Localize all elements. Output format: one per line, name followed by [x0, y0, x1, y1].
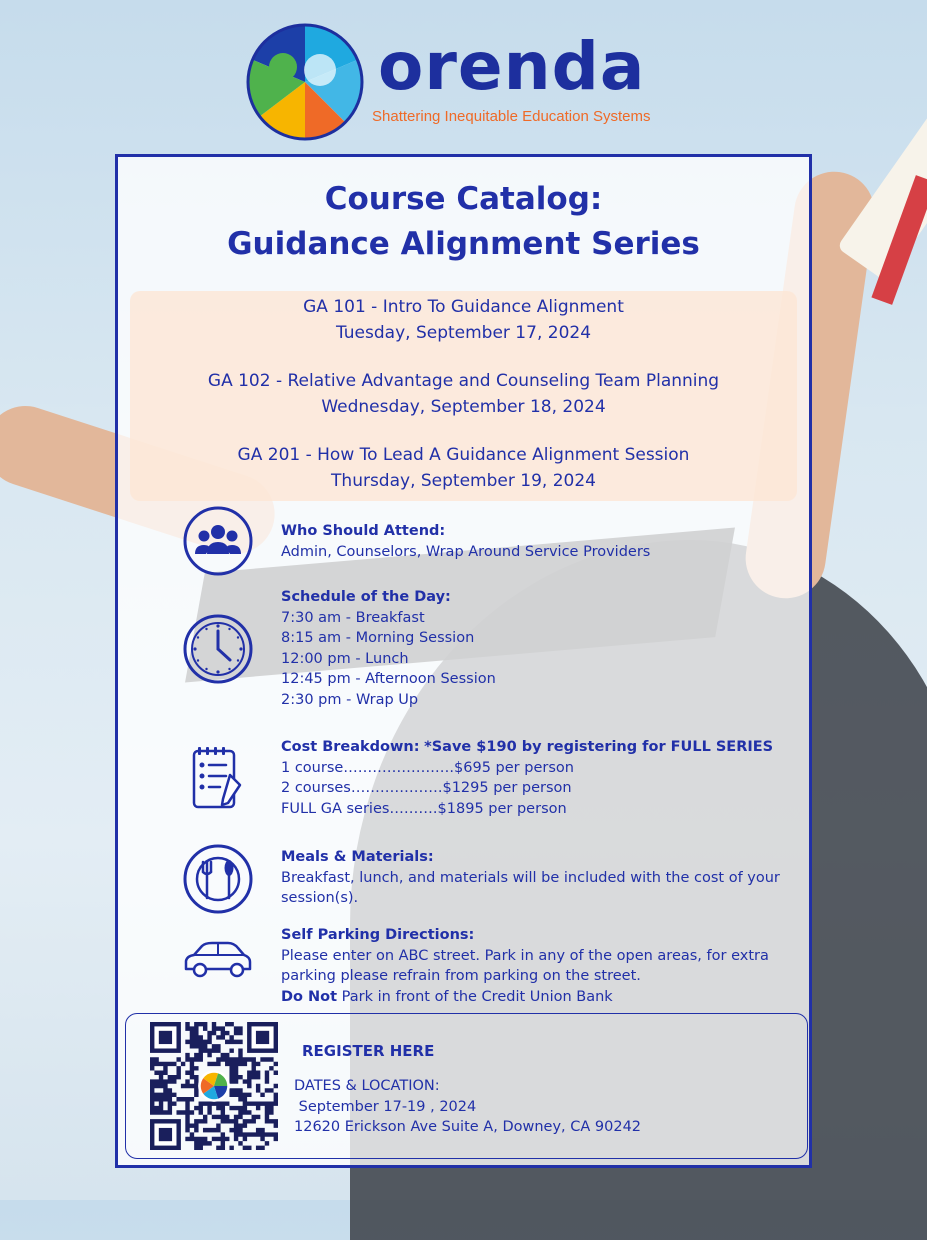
cost-heading: Cost Breakdown:: [281, 739, 420, 755]
course-item: [130, 291, 797, 346]
register-panel: [125, 1013, 808, 1159]
cost-savings-note: *Save $190 by registering for FULL SERIES: [424, 739, 774, 755]
registration-qr-code[interactable]: [150, 1022, 278, 1150]
meals-text: Breakfast, lunch, and materials will be included with the cost of your session(s).: [281, 869, 780, 906]
cost-label: 1 course……………….….: [281, 759, 455, 776]
event-dates: September 17-19 , 2024: [294, 1098, 477, 1115]
meals-heading: Meals & Materials:: [281, 849, 434, 865]
schedule-heading: Schedule of the Day:: [281, 589, 451, 605]
parking-heading: Self Parking Directions:: [281, 927, 475, 943]
schedule-item: 8:15 am - Morning Session: [281, 630, 475, 646]
schedule-section: [281, 587, 781, 710]
cost-row: [281, 778, 781, 799]
parking-warning: [281, 987, 781, 1008]
title-line-1: Course Catalog:: [324, 181, 603, 217]
schedule-item: 12:00 pm - Lunch: [281, 650, 409, 667]
clock-icon: [182, 613, 254, 685]
course-item: [130, 368, 797, 420]
cost-section: [281, 737, 781, 819]
attend-text: Admin, Counselors, Wrap Around Service Providers: [281, 543, 651, 560]
orenda-logo-icon: [245, 22, 365, 142]
brand-name: orenda: [378, 28, 646, 105]
cost-price: $695 per person: [454, 759, 574, 776]
course-date: Tuesday, September 17, 2024: [335, 323, 592, 343]
parking-warning-emphasis: Do Not: [281, 988, 338, 1005]
event-address: 12620 Erickson Ave Suite A, Downey, CA 90242: [294, 1119, 642, 1135]
course-date: Thursday, September 19, 2024: [331, 471, 596, 491]
attend-section: [281, 521, 781, 562]
parking-section: [281, 925, 781, 1007]
schedule-item: 7:30 am - Breakfast: [281, 609, 425, 626]
cost-price: $1895 per person: [437, 800, 567, 817]
cost-label: FULL GA series……….: [281, 800, 438, 817]
course-item: [130, 442, 797, 494]
schedule-item: 12:45 pm - Afternoon Session: [281, 671, 496, 687]
cost-row: [281, 758, 781, 779]
cost-price: $1295 per person: [442, 780, 572, 796]
meals-section: [281, 847, 781, 909]
parking-text: Please enter on ABC street. Park in any of the open areas, for extra parking please refrain from parking on the street.: [281, 947, 769, 984]
attend-heading: Who Should Attend:: [281, 523, 446, 539]
cost-label: 2 courses……………….: [281, 780, 443, 796]
register-heading: REGISTER HERE: [302, 1042, 435, 1060]
brand-tagline: Shattering Inequitable Education Systems: [372, 108, 651, 125]
parking-warning-text: Park in front of the Credit Union Bank: [337, 988, 613, 1005]
course-list: [130, 291, 797, 501]
title-line-2: Guidance Alignment Series: [227, 225, 700, 262]
cost-row: [281, 799, 781, 820]
page-title: [118, 177, 809, 267]
plate-utensils-icon: [182, 843, 254, 915]
register-info: [294, 1076, 641, 1138]
checklist-icon: [182, 743, 254, 815]
schedule-item: 2:30 pm - Wrap Up: [281, 691, 419, 708]
course-date: Wednesday, September 18, 2024: [321, 397, 606, 417]
car-icon: [182, 929, 254, 989]
dates-location-label: DATES & LOCATION:: [294, 1078, 440, 1094]
course-name: GA 201 - How To Lead A Guidance Alignment Session: [237, 445, 690, 465]
course-name: GA 101 - Intro To Guidance Alignment: [303, 297, 624, 317]
group-people-icon: [182, 505, 254, 577]
course-name: GA 102 - Relative Advantage and Counseling Team Planning: [207, 371, 720, 391]
course-catalog-card: [115, 154, 812, 1168]
